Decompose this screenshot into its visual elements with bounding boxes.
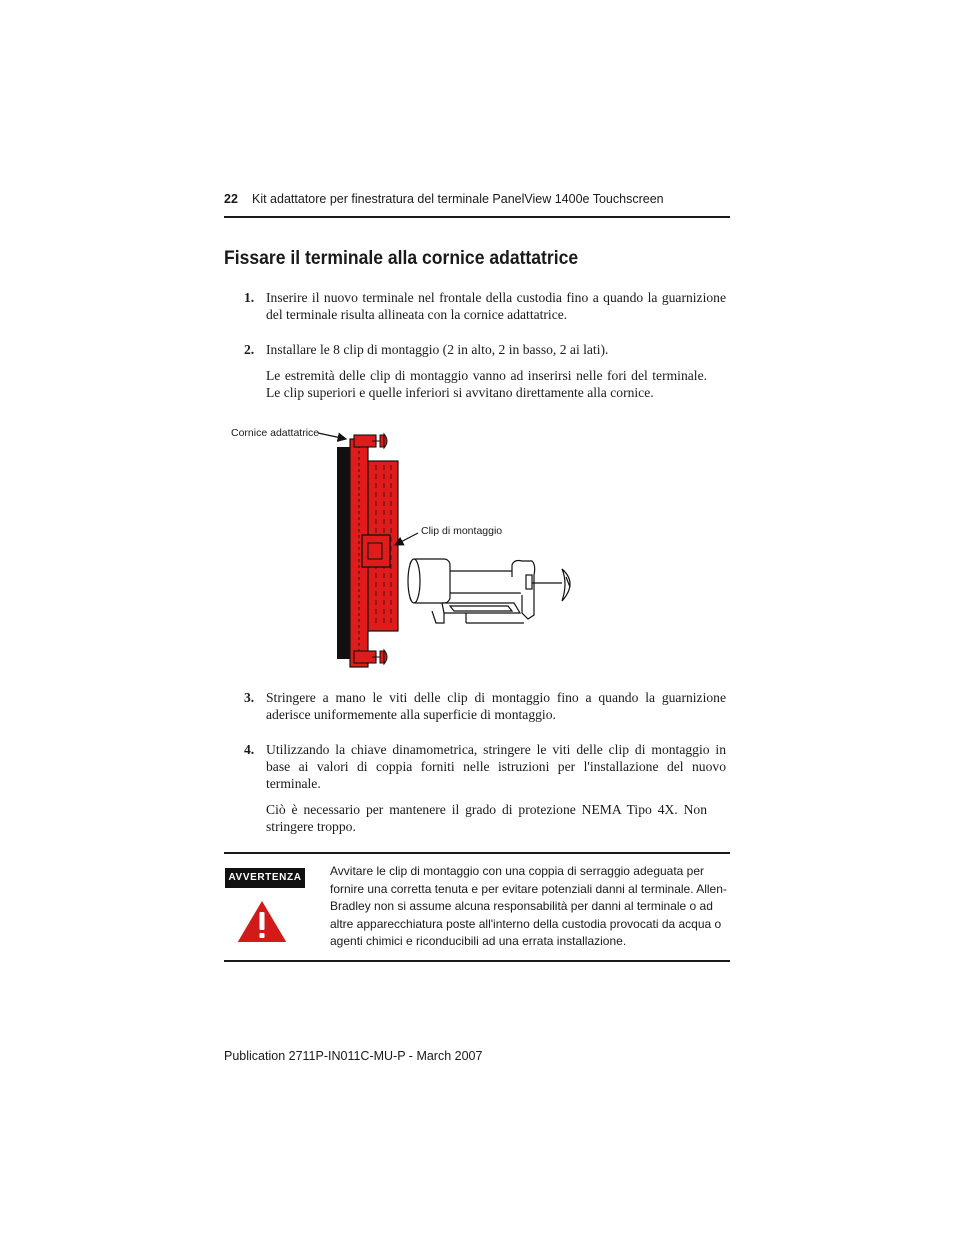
- label-clip-di-montaggio: Clip di montaggio: [421, 525, 503, 537]
- section-title: Fissare il terminale alla cornice adattatrice: [224, 247, 579, 269]
- step-number: 1.: [244, 290, 255, 305]
- step-text: Stringere a mano le viti delle clip di montaggio fino a quando la guarnizione aderisce uniformemente alla superficie di montaggio.: [266, 690, 726, 722]
- step-4-note: Ciò è necessario per mantenere il grado di protezione NEMA Tipo 4X. Non stringere troppo.: [266, 802, 707, 834]
- step-text: Inserire il nuovo terminale nel frontale della custodia fino a quando la guarnizione del terminale risulta allineata con la cornice adattatrice.: [266, 290, 726, 322]
- label-cornice-adattatrice: Cornice adattatrice: [231, 427, 320, 439]
- step-2: [224, 341, 726, 358]
- warning-text: Avvitare le clip di montaggio con una coppia di serraggio adeguata per fornire una corretta tenuta e per evitare potenziali danni al terminale. Allen-Bradley non si assume alcuna responsabilità per danni al terminale o ad altre apparecchiatura poste all'interno della custodia provocati da acqua o agenti chimici e riconducibili ad una errata installazione.: [330, 864, 727, 949]
- running-title: Kit adattatore per finestratura del terminale PanelView 1400e Touchscreen: [252, 192, 664, 206]
- frame-leader-line: [318, 433, 346, 439]
- step-1: [224, 289, 726, 323]
- terminal-side-view: [337, 434, 398, 667]
- page-number: 22: [224, 192, 238, 206]
- step-2-note: Le estremità delle clip di montaggio vanno ad inserirsi nelle fori del terminale. Le clip superiori e quelle inferiori si avvitano direttamente alla cornice.: [266, 368, 707, 400]
- step-text: Utilizzando la chiave dinamometrica, stringere le viti delle clip di montaggio in base ai valori di coppia forniti nelle istruzioni per l'installazione del nuovo terminale.: [266, 742, 726, 791]
- step-number: 4.: [244, 742, 255, 757]
- mounting-diagram: [300, 425, 600, 670]
- step-number: 2.: [244, 342, 255, 357]
- warning-triangle-icon: [233, 896, 291, 946]
- step-3: [224, 689, 726, 723]
- mounting-clip-detail: [408, 559, 570, 623]
- warning-box: [224, 852, 730, 962]
- warning-badge: AVVERTENZA: [225, 868, 305, 888]
- step-4: [224, 741, 726, 792]
- step-text: Installare le 8 clip di montaggio (2 in alto, 2 in basso, 2 ai lati).: [266, 342, 609, 357]
- step-number: 3.: [244, 690, 255, 705]
- page-header: [224, 192, 730, 218]
- publication-footer: Publication 2711P-IN011C-MU-P - March 2007: [224, 1049, 483, 1063]
